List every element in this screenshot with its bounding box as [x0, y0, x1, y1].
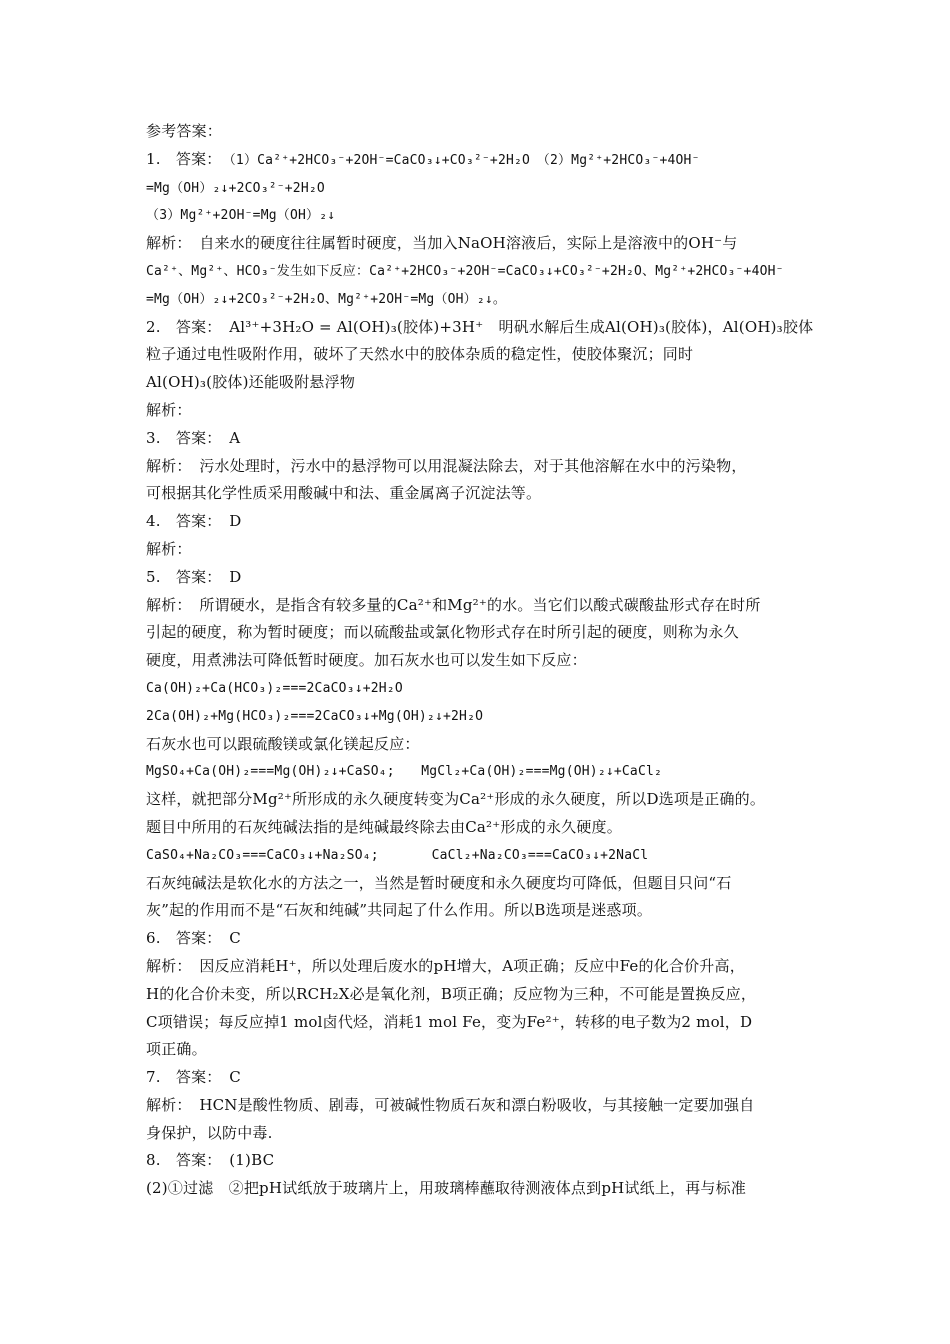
analysis-5-line-1: 解析： 所谓硬水，是指含有较多量的Ca²⁺和Mg²⁺的水。当它们以酸式碳酸盐形式存在时所 — [146, 595, 761, 614]
answer-2-line-1: 2. 答案： Al³⁺+3H₂O = Al(OH)₃(胶体)+3H⁺ 明矾水解后生成Al(OH)₃(胶体)，Al(OH)₃胶体 — [146, 317, 814, 336]
analysis-5-line-3: 硬度，用煮沸法可降低暂时硬度。加石灰水也可以发生如下反应： — [146, 651, 587, 670]
analysis-5-line-8: 灰”起的作用而不是“石灰和纯碱”共同起了什么作用。所以B选项是迷惑项。 — [146, 901, 653, 920]
analysis-5-line-4: 石灰水也可以跟硫酸镁或氯化镁起反应： — [146, 734, 420, 753]
answer-3: 3. 答案： A — [146, 428, 241, 447]
analysis-5-line-2: 引起的硬度，称为暂时硬度；而以硫酸盐或氯化物形式存在时所引起的硬度，则称为永久 — [146, 623, 739, 642]
answer-1-line-3: （3）Mg²⁺+2OH⁻=Mg（OH）₂↓ — [146, 208, 336, 224]
analysis-6-line-3: C项错误；每反应掉1 mol卤代烃，消耗1 mol Fe，变为Fe²⁺，转移的电子数为2 mol，D — [146, 1012, 753, 1031]
analysis-1-line-1: 解析： 自来水的硬度往往属暂时硬度，当加入NaOH溶液后，实际上是溶液中的OH⁻与 — [146, 234, 738, 253]
answers-heading: 参考答案： — [146, 122, 223, 140]
answer-8: 8. 答案： (1)BC — [146, 1151, 275, 1170]
analysis-3-line-2: 可根据其化学性质采用酸碱中和法、重金属离子沉淀法等。 — [146, 484, 542, 503]
analysis-4-label: 解析： — [146, 539, 192, 558]
analysis-7-line-2: 身保护，以防中毒. — [146, 1123, 273, 1142]
answer-6: 6. 答案： C — [146, 929, 241, 948]
analysis-6-line-2: H的化合价未变，所以RCH₂X必是氧化剂，B项正确；反应物为三种，不可能是置换反应， — [146, 984, 757, 1003]
answer-text — [146, 118, 826, 1203]
answer-2-line-3: Al(OH)₃(胶体)还能吸附悬浮物 — [146, 373, 356, 392]
analysis-6-line-4: 项正确。 — [146, 1040, 207, 1059]
answer-7: 7. 答案： C — [146, 1068, 241, 1087]
answer-1-line-2: =Mg（OH）₂↓+2CO₃²⁻+2H₂O — [146, 180, 325, 196]
analysis-5-line-5: 这样，就把部分Mg²⁺所形成的永久硬度转变为Ca²⁺形成的永久硬度，所以D选项是正确的。 — [146, 790, 766, 809]
equation-3: MgSO₄+Ca(OH)₂===Mg(OH)₂↓+CaSO₄; MgCl₂+Ca(OH)₂===Mg(OH)₂↓+CaCl₂ — [146, 764, 663, 780]
answer-2-line-2: 粒子通过电性吸附作用，破坏了天然水中的胶体杂质的稳定性，使胶体聚沉；同时 — [146, 345, 694, 364]
analysis-2-label: 解析： — [146, 400, 192, 419]
equation-1: Ca(OH)₂+Ca(HCO₃)₂===2CaCO₃↓+2H₂O — [146, 680, 403, 696]
analysis-7-line-1: 解析： HCN是酸性物质、剧毒，可被碱性物质石灰和漂白粉吸收，与其接触一定要加强自 — [146, 1095, 755, 1114]
analysis-1-line-2: Ca²⁺、Mg²⁺、HCO₃⁻发生如下反应：Ca²⁺+2HCO₃⁻+2OH⁻=CaCO₃↓+CO₃²⁻+2H₂O、Mg²⁺+2HCO₃⁻+4OH⁻ — [146, 263, 784, 279]
analysis-5-line-7: 石灰纯碱法是软化水的方法之一，当然是暂时硬度和永久硬度均可降低，但题目只问“石 — [146, 873, 732, 892]
answer-5: 5. 答案： D — [146, 567, 242, 586]
analysis-1-line-3: =Mg（OH）₂↓+2CO₃²⁻+2H₂O、Mg²⁺+2OH⁻=Mg（OH）₂↓。 — [146, 291, 507, 307]
answer-4: 4. 答案： D — [146, 512, 242, 531]
equation-2: 2Ca(OH)₂+Mg(HCO₃)₂===2CaCO₃↓+Mg(OH)₂↓+2H₂O — [146, 708, 484, 724]
answer-1-line-1: 1. 答案： （1）Ca²⁺+2HCO₃⁻+2OH⁻=CaCO₃↓+CO₃²⁻+2H₂O （2）Mg²⁺+2HCO₃⁻+4OH⁻ — [146, 149, 700, 168]
analysis-3-line-1: 解析： 污水处理时，污水中的悬浮物可以用混凝法除去，对于其他溶解在水中的污染物， — [146, 456, 747, 475]
equation-4: CaSO₄+Na₂CO₃===CaCO₃↓+Na₂SO₄; CaCl₂+Na₂CO₃===CaCO₃↓+2NaCl — [146, 847, 649, 863]
analysis-6-line-1: 解析： 因反应消耗H⁺，所以处理后废水的pH增大，A项正确；反应中Fe的化合价升高， — [146, 956, 745, 975]
answer-8-line-2: (2)①过滤 ②把pH试纸放于玻璃片上，用玻璃棒蘸取待测液体点到pH试纸上，再与标准 — [146, 1179, 747, 1198]
analysis-5-line-6: 题目中所用的石灰纯碱法指的是纯碱最终除去由Ca²⁺形成的永久硬度。 — [146, 817, 622, 836]
